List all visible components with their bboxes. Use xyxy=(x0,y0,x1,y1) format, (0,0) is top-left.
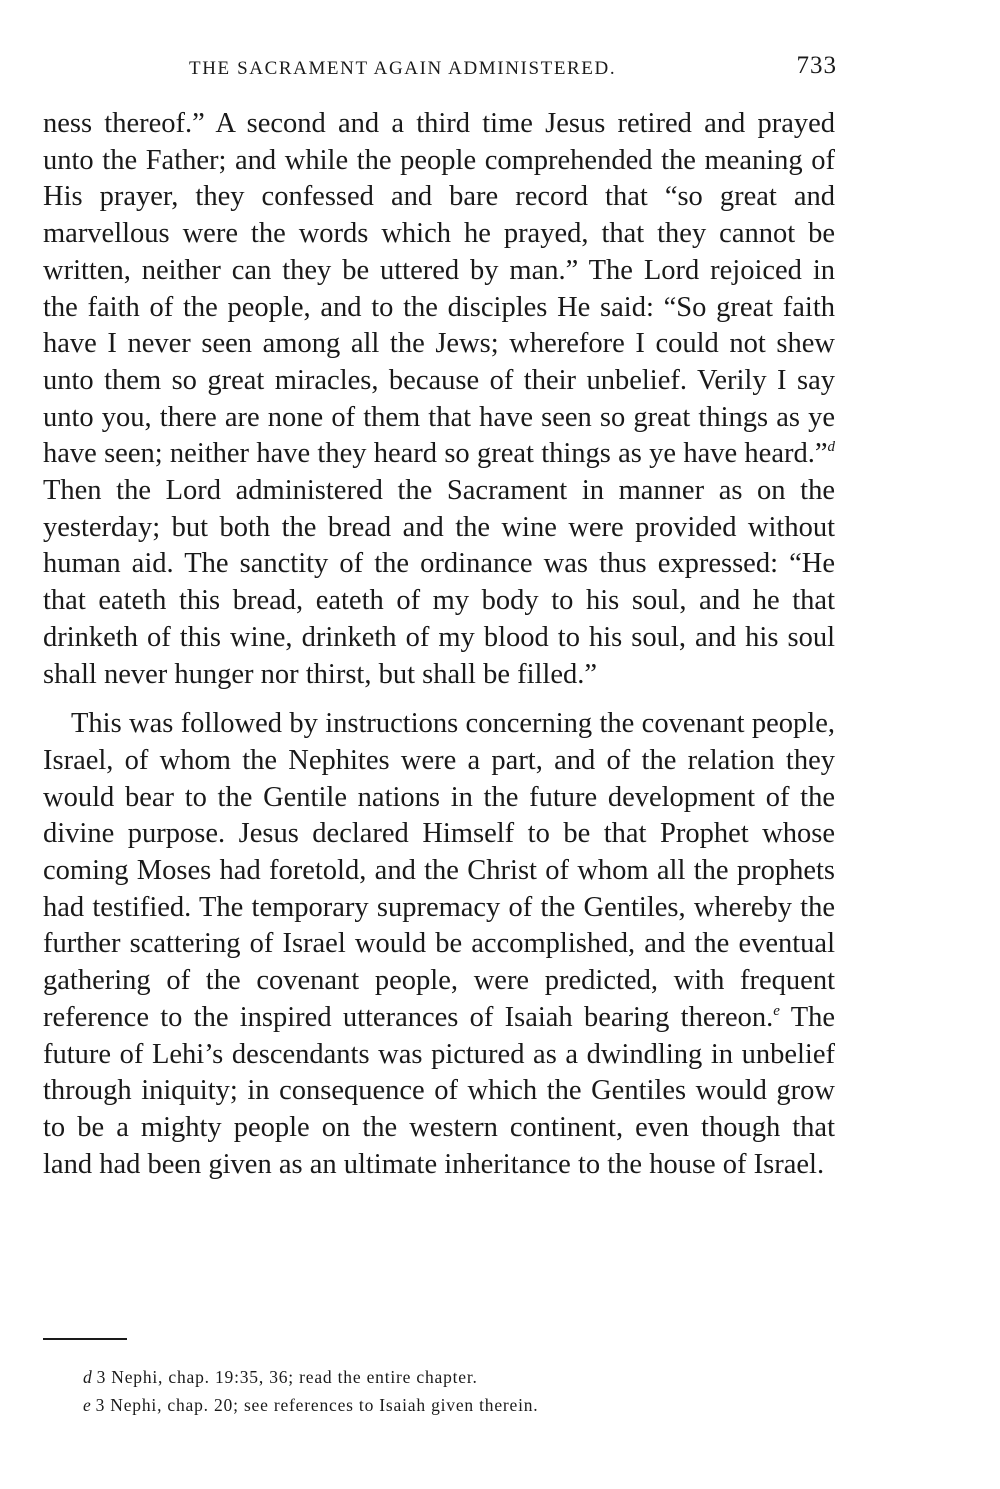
footnote-text: 3 Nephi, chap. 19:35, 36; read the entire chapter. xyxy=(96,1367,478,1387)
footnote-text: 3 Nephi, chap. 20; see references to Isaiah given therein. xyxy=(95,1395,539,1415)
paragraph xyxy=(43,106,835,693)
paragraph-text: The future of Lehi’s descendants was pictured as a dwindling in unbelief through iniquity; in consequence of which the Gentiles would grow to be a mighty people on the western continent, even though that land had been given as an ultimate inheritance to the house of Israel. xyxy=(43,1001,835,1180)
paragraph-text: ness thereof.” A second and a third time Jesus retired and prayed unto the Father; and while the people comprehended the meaning of His prayer, they confessed and bare record that “so great and marvellous were the words which he prayed, that they cannot be written, neither can they be uttered by man.” The Lord rejoiced in the faith of the people, and to the disciples He said: “So great faith have I never seen among all the Jews; wherefore I could not shew unto them so great miracles, because of their unbelief. Verily I say unto you, there are none of them that have seen so great things as ye have seen; neither have they heard so great things as ye have heard.” xyxy=(43,108,835,470)
paragraph-text: Then the Lord administered the Sacrament in manner as on the yesterday; but both the bread and the wine were provided without human aid. The sanctity of the ordinance was thus expressed: “He that eateth this bread, eateth of my body to his soul, and he that drinketh of this wine, drinketh of my blood to his soul, and his soul shall never hunger nor thirst, but shall be filled.” xyxy=(43,475,835,690)
footnote-mark: e xyxy=(83,1395,92,1415)
footnote xyxy=(83,1391,823,1419)
footnote-mark: d xyxy=(83,1367,93,1387)
footnote-reference: d xyxy=(827,439,835,456)
paragraph xyxy=(43,706,835,1183)
footnote-divider xyxy=(43,1338,127,1340)
paragraph-text: This was followed by instructions concerning the covenant people, Israel, of whom the Nephites were a part, and of the relation they would bear to the Gentile nations in the future development of the divine purpose. Jesus declared Himself to be that Prophet whose coming Moses had foretold, and the Christ of whom all the prophets had testified. The temporary supremacy of the Gentiles, whereby the further scattering of Israel would be accomplished, and the eventual gathering of the covenant people, were predicted, with frequent reference to the inspired utterances of Isaiah bearing thereon. xyxy=(43,708,835,1033)
running-title: THE SACRAMENT AGAIN ADMINISTERED. xyxy=(189,58,617,79)
body-text xyxy=(43,106,835,1183)
footnote xyxy=(83,1363,823,1391)
footnotes xyxy=(83,1363,823,1419)
book-page xyxy=(43,0,835,1489)
footnote-reference: e xyxy=(773,1002,780,1019)
page-number: 733 xyxy=(796,52,837,79)
running-head xyxy=(43,52,835,86)
